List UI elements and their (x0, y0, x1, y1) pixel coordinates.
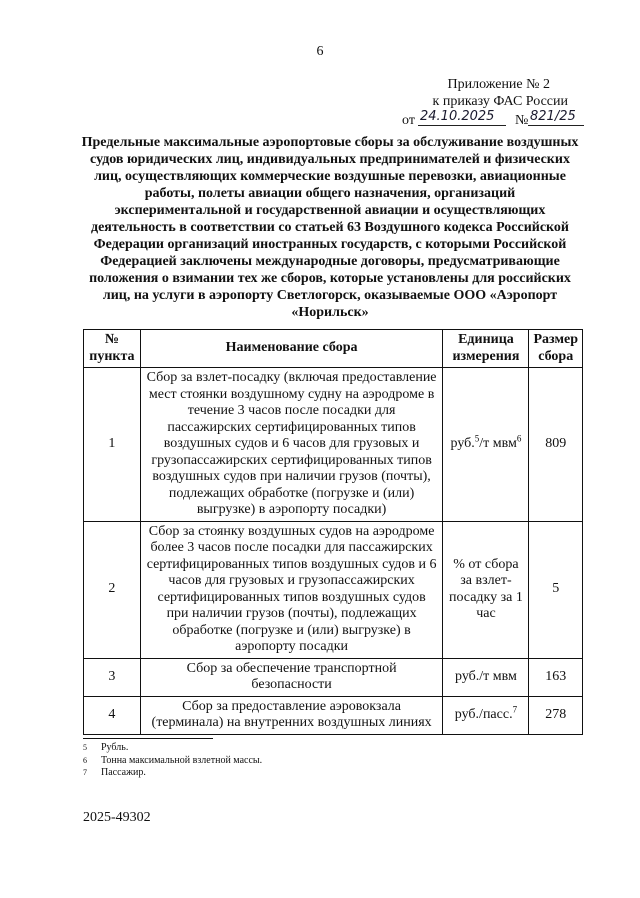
header-num: № пункта (84, 330, 141, 368)
row-amount: 163 (529, 658, 583, 696)
page-number: 6 (316, 44, 324, 59)
table-row (84, 696, 583, 734)
annex-order-ref: к приказу ФАС России (432, 94, 568, 109)
table-header-row (84, 330, 583, 368)
row-name: Сбор за стоянку воздушных судов на аэродроме более 3 часов после посадки для пассажирских сертифицированных типов воздушных судов и 6 часов для грузовых и грузопассажирских сертифицированных типов воздушных судов при наличии грузов (почты), подлежащих обработке (погрузке и (или) выгрузке) в аэропорту посадки (140, 521, 443, 658)
row-unit (443, 696, 529, 734)
annex-from-label: от (402, 113, 415, 128)
footnote-mark: 5 (83, 743, 87, 752)
row-name: Сбор за взлет-посадку (включая предоставление мест стоянки воздушному судну на аэродроме в течение 3 часов после посадки для пассажирских сертифицированных типов воздушных судов и 6 часов для грузовых и грузопассажирских сертифицированных типов воздушных судов при наличии грузов (почты), подлежащих обработке (погрузке и (или) выгрузке) в аэропорту посадки) (140, 368, 443, 522)
footnote (83, 755, 262, 768)
annex-title: Приложение № 2 (447, 77, 550, 92)
footnote-text: Рубль. (101, 742, 129, 753)
unit-text: руб. (450, 436, 475, 451)
row-unit: руб./т мвм (443, 658, 529, 696)
table-row (84, 521, 583, 658)
annex-header (380, 76, 580, 130)
handwritten-number: 821/25 (530, 109, 576, 124)
row-num: 1 (84, 368, 141, 522)
row-num: 2 (84, 521, 141, 658)
header-unit: Единица измерения (443, 330, 529, 368)
row-amount: 5 (529, 521, 583, 658)
table-row (84, 368, 583, 522)
footnote-mark: 6 (83, 755, 87, 765)
number-underline (528, 125, 584, 126)
annex-number-label: № (515, 113, 529, 128)
footnote-divider (83, 738, 213, 739)
row-amount: 278 (529, 696, 583, 734)
footnote-text: Тонна максимальной взлетной массы. (101, 754, 263, 766)
unit-text: /т мвм (479, 436, 517, 451)
handwritten-date: 24.10.2025 (420, 109, 495, 124)
annex-date-number (380, 110, 580, 130)
footnote (83, 742, 262, 755)
footnote-text: Пассажир. (101, 767, 146, 778)
row-name: Сбор за предоставление аэровокзала (терминала) на внутренних воздушных линиях (140, 696, 443, 734)
row-name: Сбор за обеспечение транспортной безопасности (140, 658, 443, 696)
header-name: Наименование сбора (140, 330, 443, 368)
row-amount: 809 (529, 368, 583, 522)
row-unit (443, 368, 529, 522)
footnotes (83, 742, 262, 780)
footnote-ref: 5 (474, 433, 480, 444)
footnote-ref: 6 (516, 433, 522, 444)
unit-text: руб./пасс. (454, 706, 513, 722)
fees-table (83, 329, 583, 735)
row-num: 3 (84, 658, 141, 696)
document-title: Предельные максимальные аэропортовые сборы за обслуживание воздушных судов юридических лиц, индивидуальных предпринимателей и физических лиц, осуществляющих коммерческие воздушные перевозки, авиационные работы, полеты авиации общего назначения, организаций экспериментальной и государственной авиации и осуществляющих деятельность в соответствии со статьей 63 Воздушного кодекса Российской Федерации организаций иностранных государств, с которыми Российской Федерацией заключены международные договоры, предусматривающие положения о взимании тех же сборов, которые установлены для российских лиц, на услуги в аэропорту Светлогорск, оказываемые ООО «Аэропорт «Норильск» (81, 135, 579, 320)
row-unit: % от сбора за взлет-посадку за 1 час (443, 521, 529, 658)
row-num: 4 (84, 696, 141, 734)
footnote (83, 767, 262, 780)
footnote-mark: 7 (83, 768, 87, 777)
table-row (84, 658, 583, 696)
footnote-ref: 7 (512, 704, 518, 715)
document-id: 2025-49302 (83, 810, 151, 825)
date-underline (418, 125, 506, 126)
header-amount: Размер сбора (529, 330, 583, 368)
